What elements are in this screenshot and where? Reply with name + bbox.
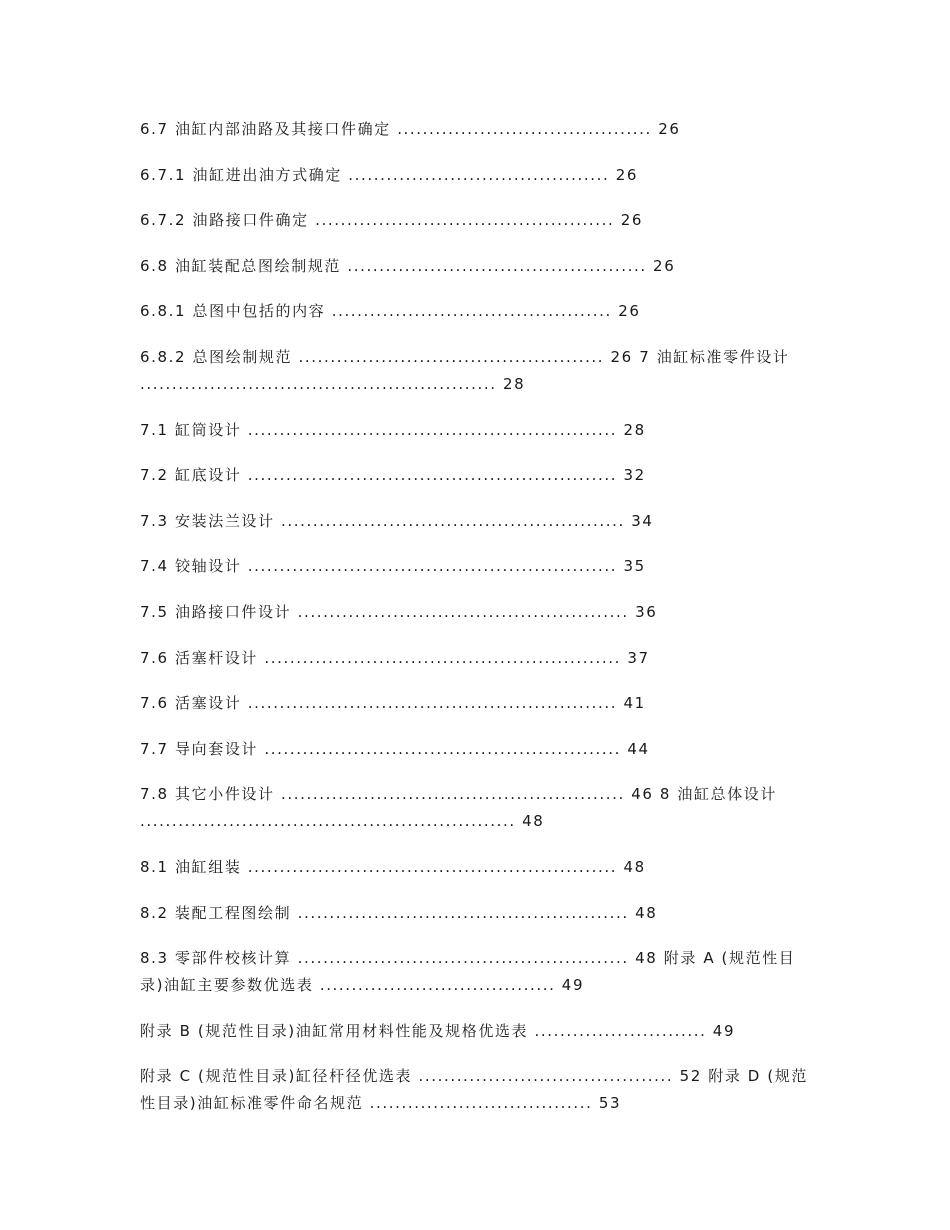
toc-entry[interactable]: 6.7.2 油路接口件确定 ............................................... 26 bbox=[140, 211, 644, 230]
toc-entry[interactable]: 8.1 油缸组装 .......................................................... 48 bbox=[140, 857, 646, 876]
toc-entry[interactable]: 7.4 铰轴设计 .......................................................... 35 bbox=[140, 557, 646, 576]
toc-entry[interactable]: 7.1 缸筒设计 .......................................................... 28 bbox=[140, 420, 646, 439]
toc-entry[interactable]: 6.8.2 总图绘制规范 ................................................ 26 7 油缸标准零件设计 ........................................................ 28 bbox=[140, 347, 790, 393]
toc-entry[interactable]: 7.3 安装法兰设计 ...................................................... 34 bbox=[140, 511, 654, 530]
toc-entry[interactable]: 6.7.1 油缸进出油方式确定 ......................................... 26 bbox=[140, 165, 639, 184]
toc-entry[interactable]: 6.8.1 总图中包括的内容 ............................................ 26 bbox=[140, 302, 641, 321]
toc-entry[interactable]: 7.7 导向套设计 ........................................................ 44 bbox=[140, 739, 650, 758]
toc-entry[interactable]: 6.7 油缸内部油路及其接口件确定 ........................................ 26 bbox=[140, 120, 681, 138]
toc-entry[interactable]: 7.2 缸底设计 .......................................................... 32 bbox=[140, 466, 646, 485]
toc-entry[interactable]: 7.6 活塞杆设计 ........................................................ 37 bbox=[140, 648, 650, 667]
toc-entry[interactable]: 8.3 零部件校核计算 .................................................... 48 附录 A (规范性目录)油缸主要参数优选表 ..................................... 49 bbox=[140, 949, 796, 995]
table-of-contents bbox=[140, 116, 810, 1136]
toc-entry[interactable]: 7.6 活塞设计 .......................................................... 41 bbox=[140, 694, 646, 713]
toc-entry[interactable]: 6.8 油缸装配总图绘制规范 ............................................... 26 bbox=[140, 256, 676, 275]
toc-entry[interactable]: 附录 C (规范性目录)缸径杆径优选表 ........................................ 52 附录 D (规范性目录)油缸标准零件命名规范 ................................... 53 bbox=[140, 1067, 808, 1113]
toc-entry[interactable]: 7.8 其它小件设计 ...................................................... 46 8 油缸总体设计 ........................................................... 48 bbox=[140, 785, 778, 831]
toc-entry[interactable]: 7.5 油路接口件设计 .................................................... 36 bbox=[140, 602, 658, 621]
toc-entry[interactable]: 8.2 装配工程图绘制 .................................................... 48 bbox=[140, 903, 658, 922]
toc-entry[interactable]: 附录 B (规范性目录)油缸常用材料性能及规格优选表 ........................... 49 bbox=[140, 1021, 736, 1040]
